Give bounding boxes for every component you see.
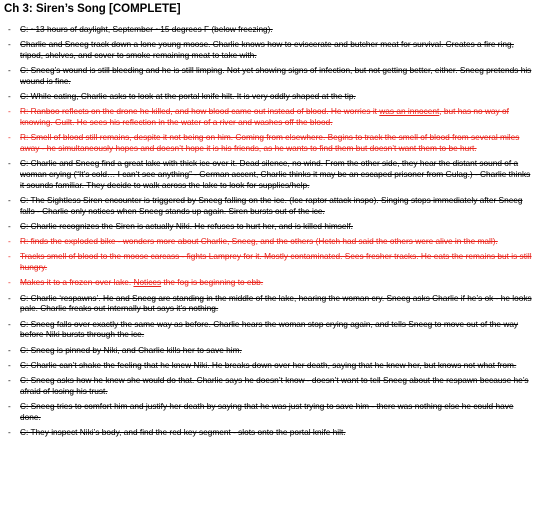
underlined-text: was an innocent: [379, 106, 440, 117]
outline-item: - C: Charlie recognizes the Siren is actually Niki. He refuses to hurt her, and is killed himself.: [0, 221, 540, 232]
outline-item-text: the fog is beginning to ebb.: [161, 277, 264, 288]
outline-item: - C: ~13 hours of daylight, September ~15 degrees F (below freezing).: [0, 24, 540, 35]
outline-item-text: , but has no way of knowing. Guilt. He sees his reflection in the water of a river and washes off the blood.: [20, 106, 509, 128]
outline-item: - C: Sneeg is pinned by Niki, and Charlie kills her to save him.: [0, 345, 540, 356]
outline-item: [0, 277, 540, 288]
underlined-text: Notices: [133, 277, 162, 288]
outline-item: - C: Charlie can’t shake the feeling that he knew Niki. He breaks down over her death, saying that he knew her, but knows not what from.: [0, 360, 540, 371]
chapter-title: Ch 3: Siren’s Song [COMPLETE]: [4, 3, 181, 15]
outline-item: - C: They inspect Niki’s body, and find the red key segment - slots onto the portal knife hilt.: [0, 427, 540, 438]
outline-item: - Tracks smell of blood to the moose carcass - fights Lamprey for it. Mostly contaminated. Sees fresher tracks. He eats the remains but is still hungry.: [0, 251, 540, 273]
outline-item-text: Makes it to a frozen-over lake.: [20, 277, 134, 288]
outline-item: [0, 106, 540, 128]
outline-item: - C: Sneeg tries to comfort him and justify her death by saying that he was just trying to save him - there was nothing else he could have done.: [0, 401, 540, 423]
outline-item: - C: While eating, Charlie asks to look at the portal knife hilt. It is very oddly shaped at the tip.: [0, 91, 540, 102]
outline-item: - R: Smell of blood still remains, despite it not being on him. Coming from elsewhere. Begins to track the smell of blood from several miles away - he simultaneously hopes and doesn’t hope it is his friends, as he wants to find them but doesn’t want them to be hurt.: [0, 132, 540, 154]
outline-item: - C: Charlie ‘respawns’. He and Sneeg are standing in the middle of the lake, hearing the woman cry. Sneeg asks Charlie if he’s ok - he looks pale. Charlie freaks out internally but says it’s nothing.: [0, 293, 540, 315]
outline-item-text: R: Ranboo reflects on the drone he killed, and how blood came out instead of blood. He worries it: [20, 106, 380, 117]
outline-item: - C: Sneeg asks how he knew she would do that. Charlie says he doesn’t know - doesn’t want to tell Sneeg about the respawn because he’s afraid of losing his trust.: [0, 375, 540, 397]
outline-item: - C: Sneeg’s wound is still bleeding and he is still limping. Not yet showing signs of infection, but not getting better, either. Sneeg pretends his wound is fine.: [0, 65, 540, 87]
outline-item: - R: finds the exploded bike - wonders more about Charlie, Sneeg, and the others (Hetch had said the others were alive in the mall).: [0, 236, 540, 247]
outline-list: [0, 24, 540, 442]
outline-item: - C: The Sightless Siren encounter is triggered by Sneeg falling on the ice. (Ice raptor attack inspo). Singing stops immediately after Sneeg falls - Charlie only notices when Sneeg stands up again. Siren bursts out of the ice.: [0, 195, 540, 217]
outline-item: - Charlie and Sneeg track down a lone young moose. Charlie knows how to eviscerate and butcher meat for survival. Creates a fire ring, tripod, shelves, and cover to smoke remaining meat to take with.: [0, 39, 540, 61]
outline-item: - C: Sneeg falls over exactly the same way as before. Charlie hears the woman stop crying again, and tells Sneeg to move out of the way before Niki bursts through the ice.: [0, 319, 540, 341]
outline-item: - C: Charlie and Sneeg find a great lake with thick ice over it. Dead silence, no wind. From the other side, they hear the distant sound of a woman crying (“It’s cold… I can’t see anything” - German accent, Charlie thinks it may be an escaped prisoner from Gulag.) - Charlie thinks it sounds familiar. They decide to walk across the lake to look for supplies/help.: [0, 158, 540, 190]
